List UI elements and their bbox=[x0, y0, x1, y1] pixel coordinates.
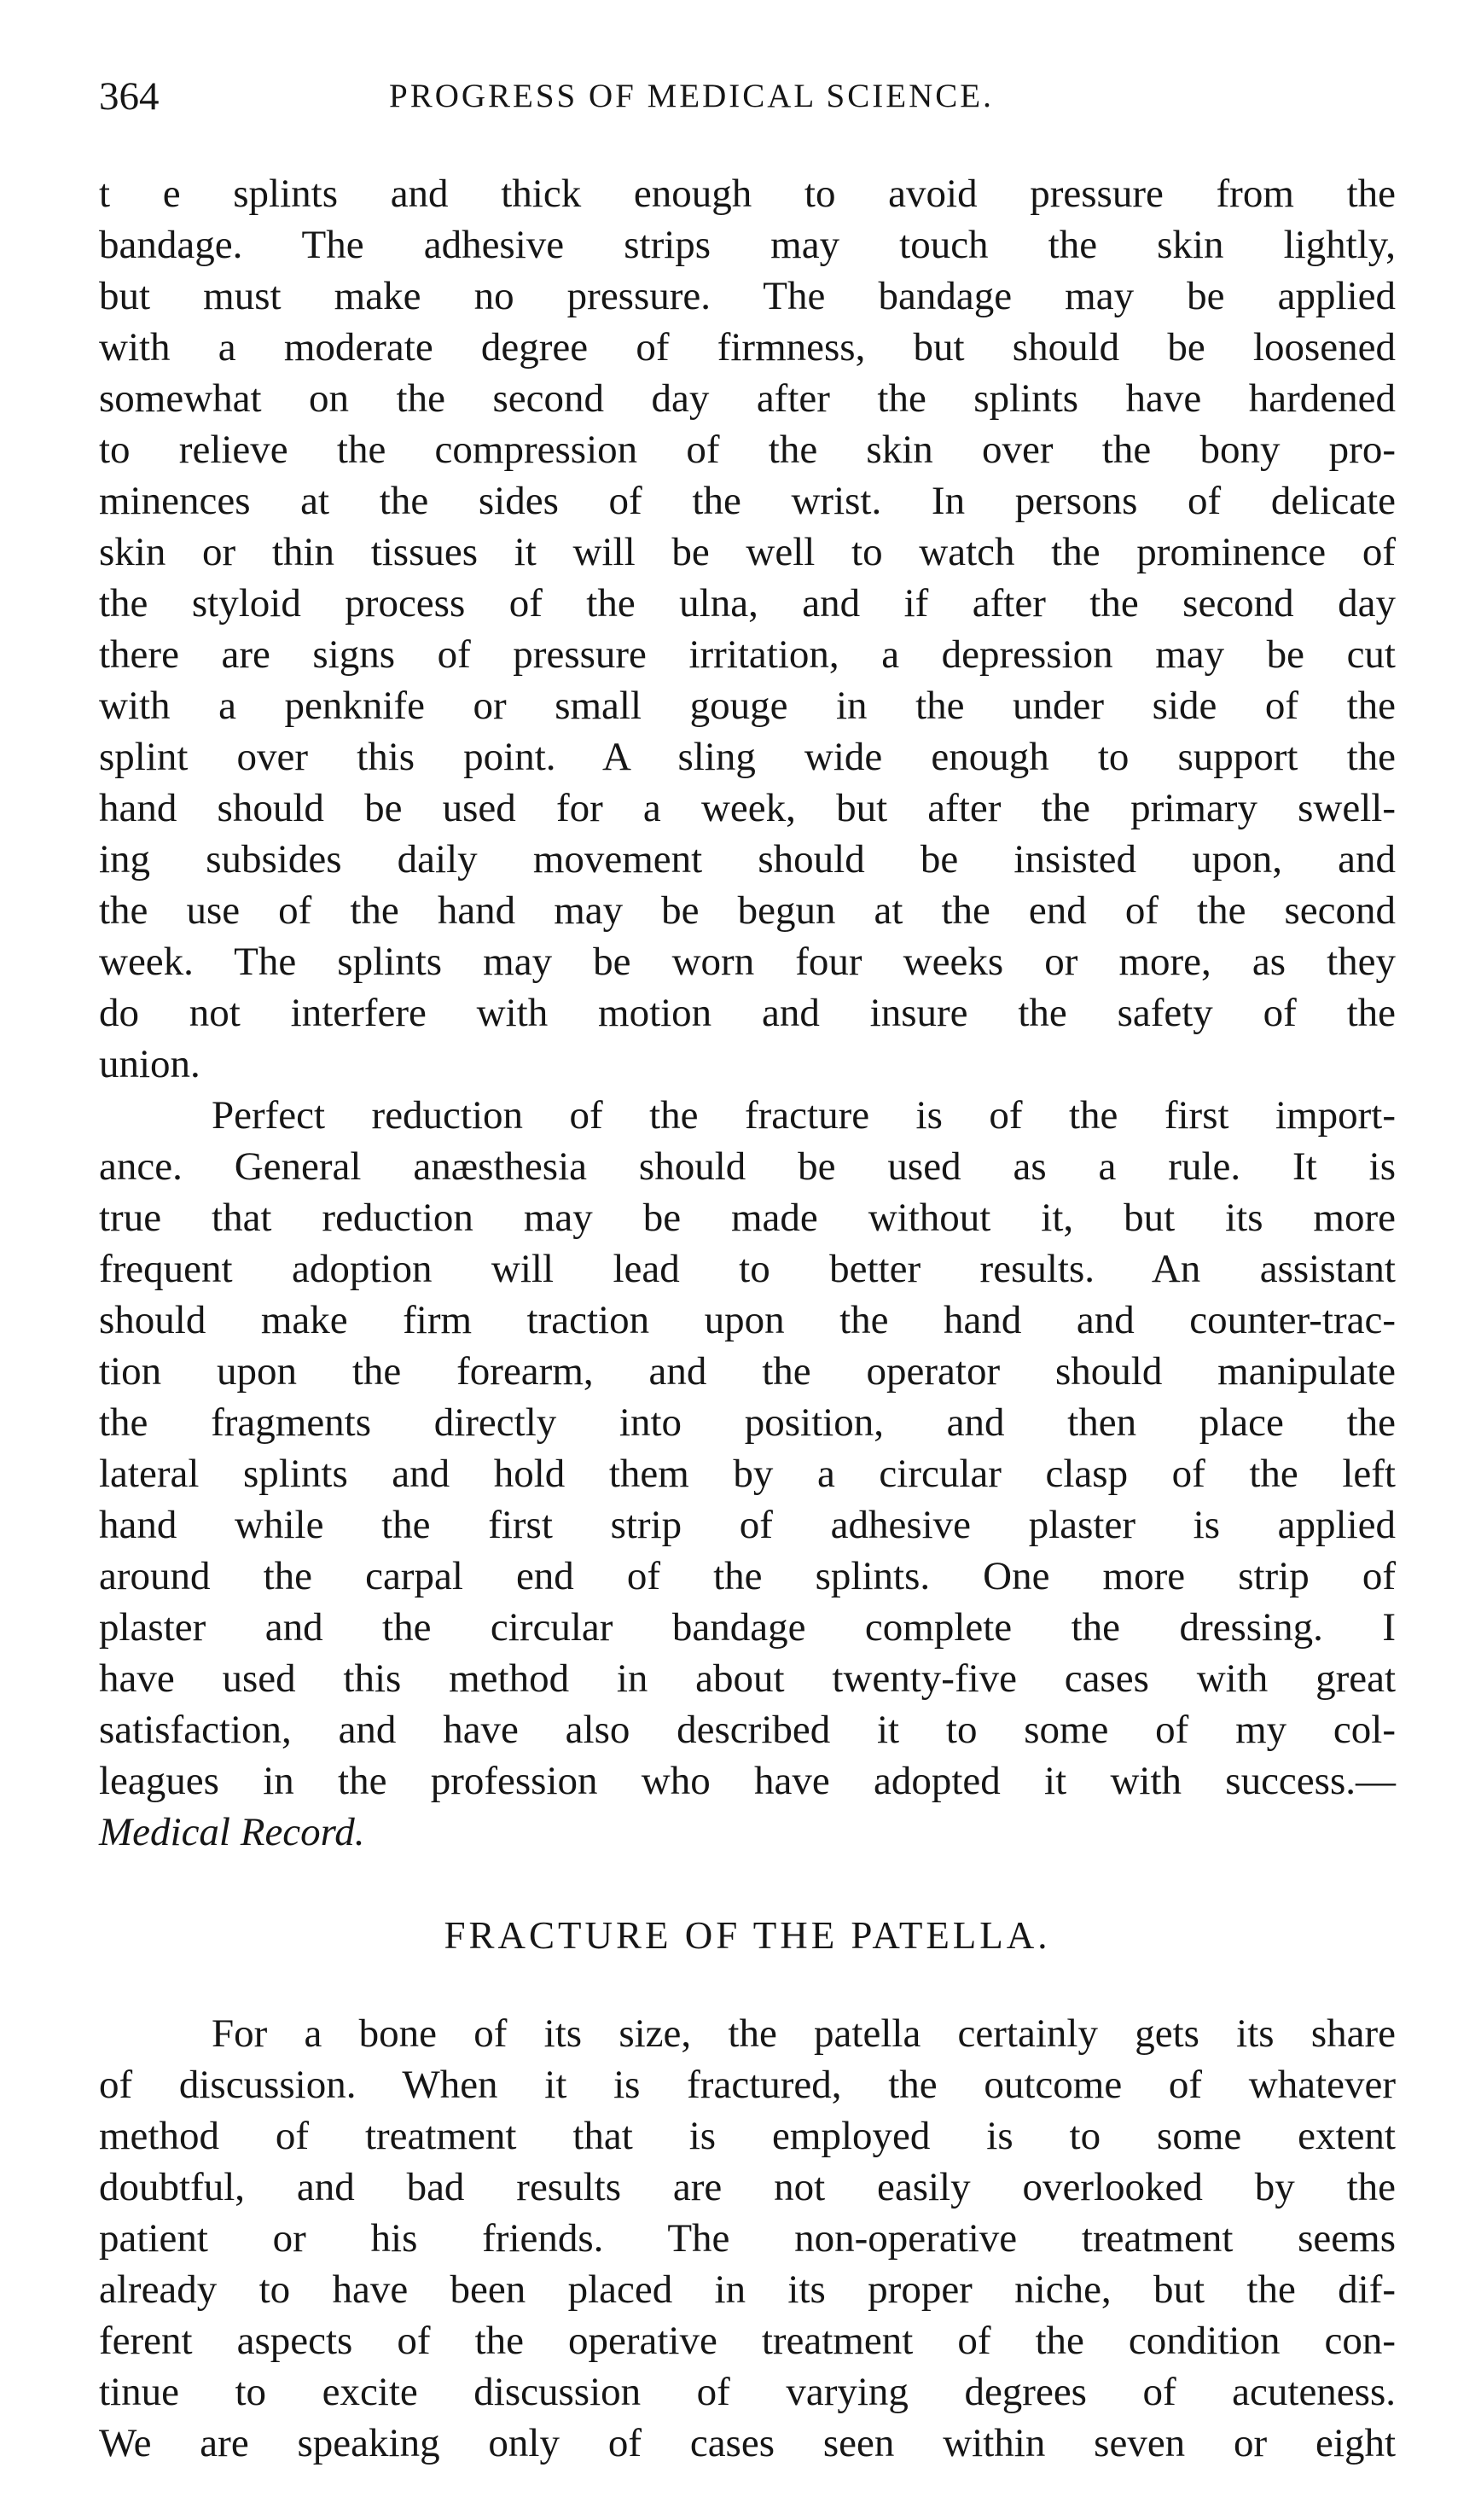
text-line: For a bone of its size, the patella certainly gets its share bbox=[212, 2011, 1396, 2056]
text-line: already to have been placed in its proper niche, but the dif- bbox=[99, 2267, 1396, 2312]
text-line: doubtful, and bad results are not easily overlooked by the bbox=[99, 2165, 1396, 2209]
text-line: should make firm traction upon the hand and counter-trac- bbox=[99, 1298, 1396, 1342]
text-line: minences at the sides of the wrist. In persons of delicate bbox=[99, 479, 1396, 523]
running-head: PROGRESS OF MEDICAL SCIENCE. bbox=[389, 78, 994, 114]
text-line: the use of the hand may be begun at the end of the second bbox=[99, 888, 1396, 933]
text-line: with a moderate degree of firmness, but should be loosened bbox=[99, 325, 1396, 370]
text-line: splint over this point. A sling wide enough to support the bbox=[99, 735, 1396, 779]
text-line: hand while the first strip of adhesive plaster is applied bbox=[99, 1503, 1396, 1547]
text-line: plaster and the circular bandage complete the dressing. I bbox=[99, 1605, 1396, 1650]
text-line: satisfaction, and have also described it to some of my col- bbox=[99, 1708, 1396, 1752]
page-header bbox=[99, 67, 1404, 126]
text-line: Perfect reduction of the fracture is of the first import- bbox=[212, 1093, 1396, 1138]
text-line: frequent adoption will lead to better results. An assistant bbox=[99, 1247, 1396, 1291]
text-line: true that reduction may be made without it, but its more bbox=[99, 1196, 1396, 1240]
text-line: but must make no pressure. The bandage may be applied bbox=[99, 274, 1396, 318]
text-line: t e splints and thick enough to avoid pressure from the bbox=[99, 172, 1396, 216]
text-line: with a penknife or small gouge in the under side of the bbox=[99, 684, 1396, 728]
text-line: to relieve the compression of the skin over the bony pro- bbox=[99, 428, 1396, 472]
text-line: have used this method in about twenty-five cases with great bbox=[99, 1656, 1396, 1701]
text-line: union. bbox=[99, 1042, 200, 1086]
page-number: 364 bbox=[99, 74, 160, 119]
text-line: around the carpal end of the splints. One more strip of bbox=[99, 1554, 1396, 1598]
text-line: hand should be used for a week, but after the primary swell- bbox=[99, 786, 1396, 830]
text-line: week. The splints may be worn four weeks or more, as they bbox=[99, 940, 1396, 984]
text-line: tinue to excite discussion of varying degrees of acuteness. bbox=[99, 2370, 1396, 2414]
source-citation: Medical Record. bbox=[99, 1810, 365, 1854]
text-line: the fragments directly into position, and then place the bbox=[99, 1400, 1396, 1445]
text-line: method of treatment that is employed is to some extent bbox=[99, 2114, 1396, 2158]
text-line: bandage. The adhesive strips may touch the skin lightly, bbox=[99, 223, 1396, 267]
text-line: of discussion. When it is fractured, the outcome of whatever bbox=[99, 2063, 1396, 2107]
text-line: patient or his friends. The non-operative treatment seems bbox=[99, 2216, 1396, 2261]
text-line: ferent aspects of the operative treatment of the condition con- bbox=[99, 2319, 1396, 2363]
text-line: somewhat on the second day after the splints have hardened bbox=[99, 376, 1396, 421]
text-line: skin or thin tissues it will be well to watch the prominence of bbox=[99, 530, 1396, 574]
text-line: We are speaking only of cases seen within seven or eight bbox=[99, 2421, 1396, 2465]
text-line: leagues in the profession who have adopted it with success.— bbox=[99, 1759, 1396, 1803]
text-line: tion upon the forearm, and the operator should manipulate bbox=[99, 1349, 1396, 1394]
text-line: there are signs of pressure irritation, a depression may be cut bbox=[99, 632, 1396, 677]
text-line: do not interfere with motion and insure the safety of the bbox=[99, 991, 1396, 1035]
text-line: lateral splints and hold them by a circular clasp of the left bbox=[99, 1452, 1396, 1496]
text-line: ing subsides daily movement should be insisted upon, and bbox=[99, 837, 1396, 882]
text-line: ance. General anæsthesia should be used as a rule. It is bbox=[99, 1144, 1396, 1189]
section-heading: FRACTURE OF THE PATELLA. bbox=[444, 1914, 1051, 1957]
text-line: the styloid process of the ulna, and if after the second day bbox=[99, 581, 1396, 626]
